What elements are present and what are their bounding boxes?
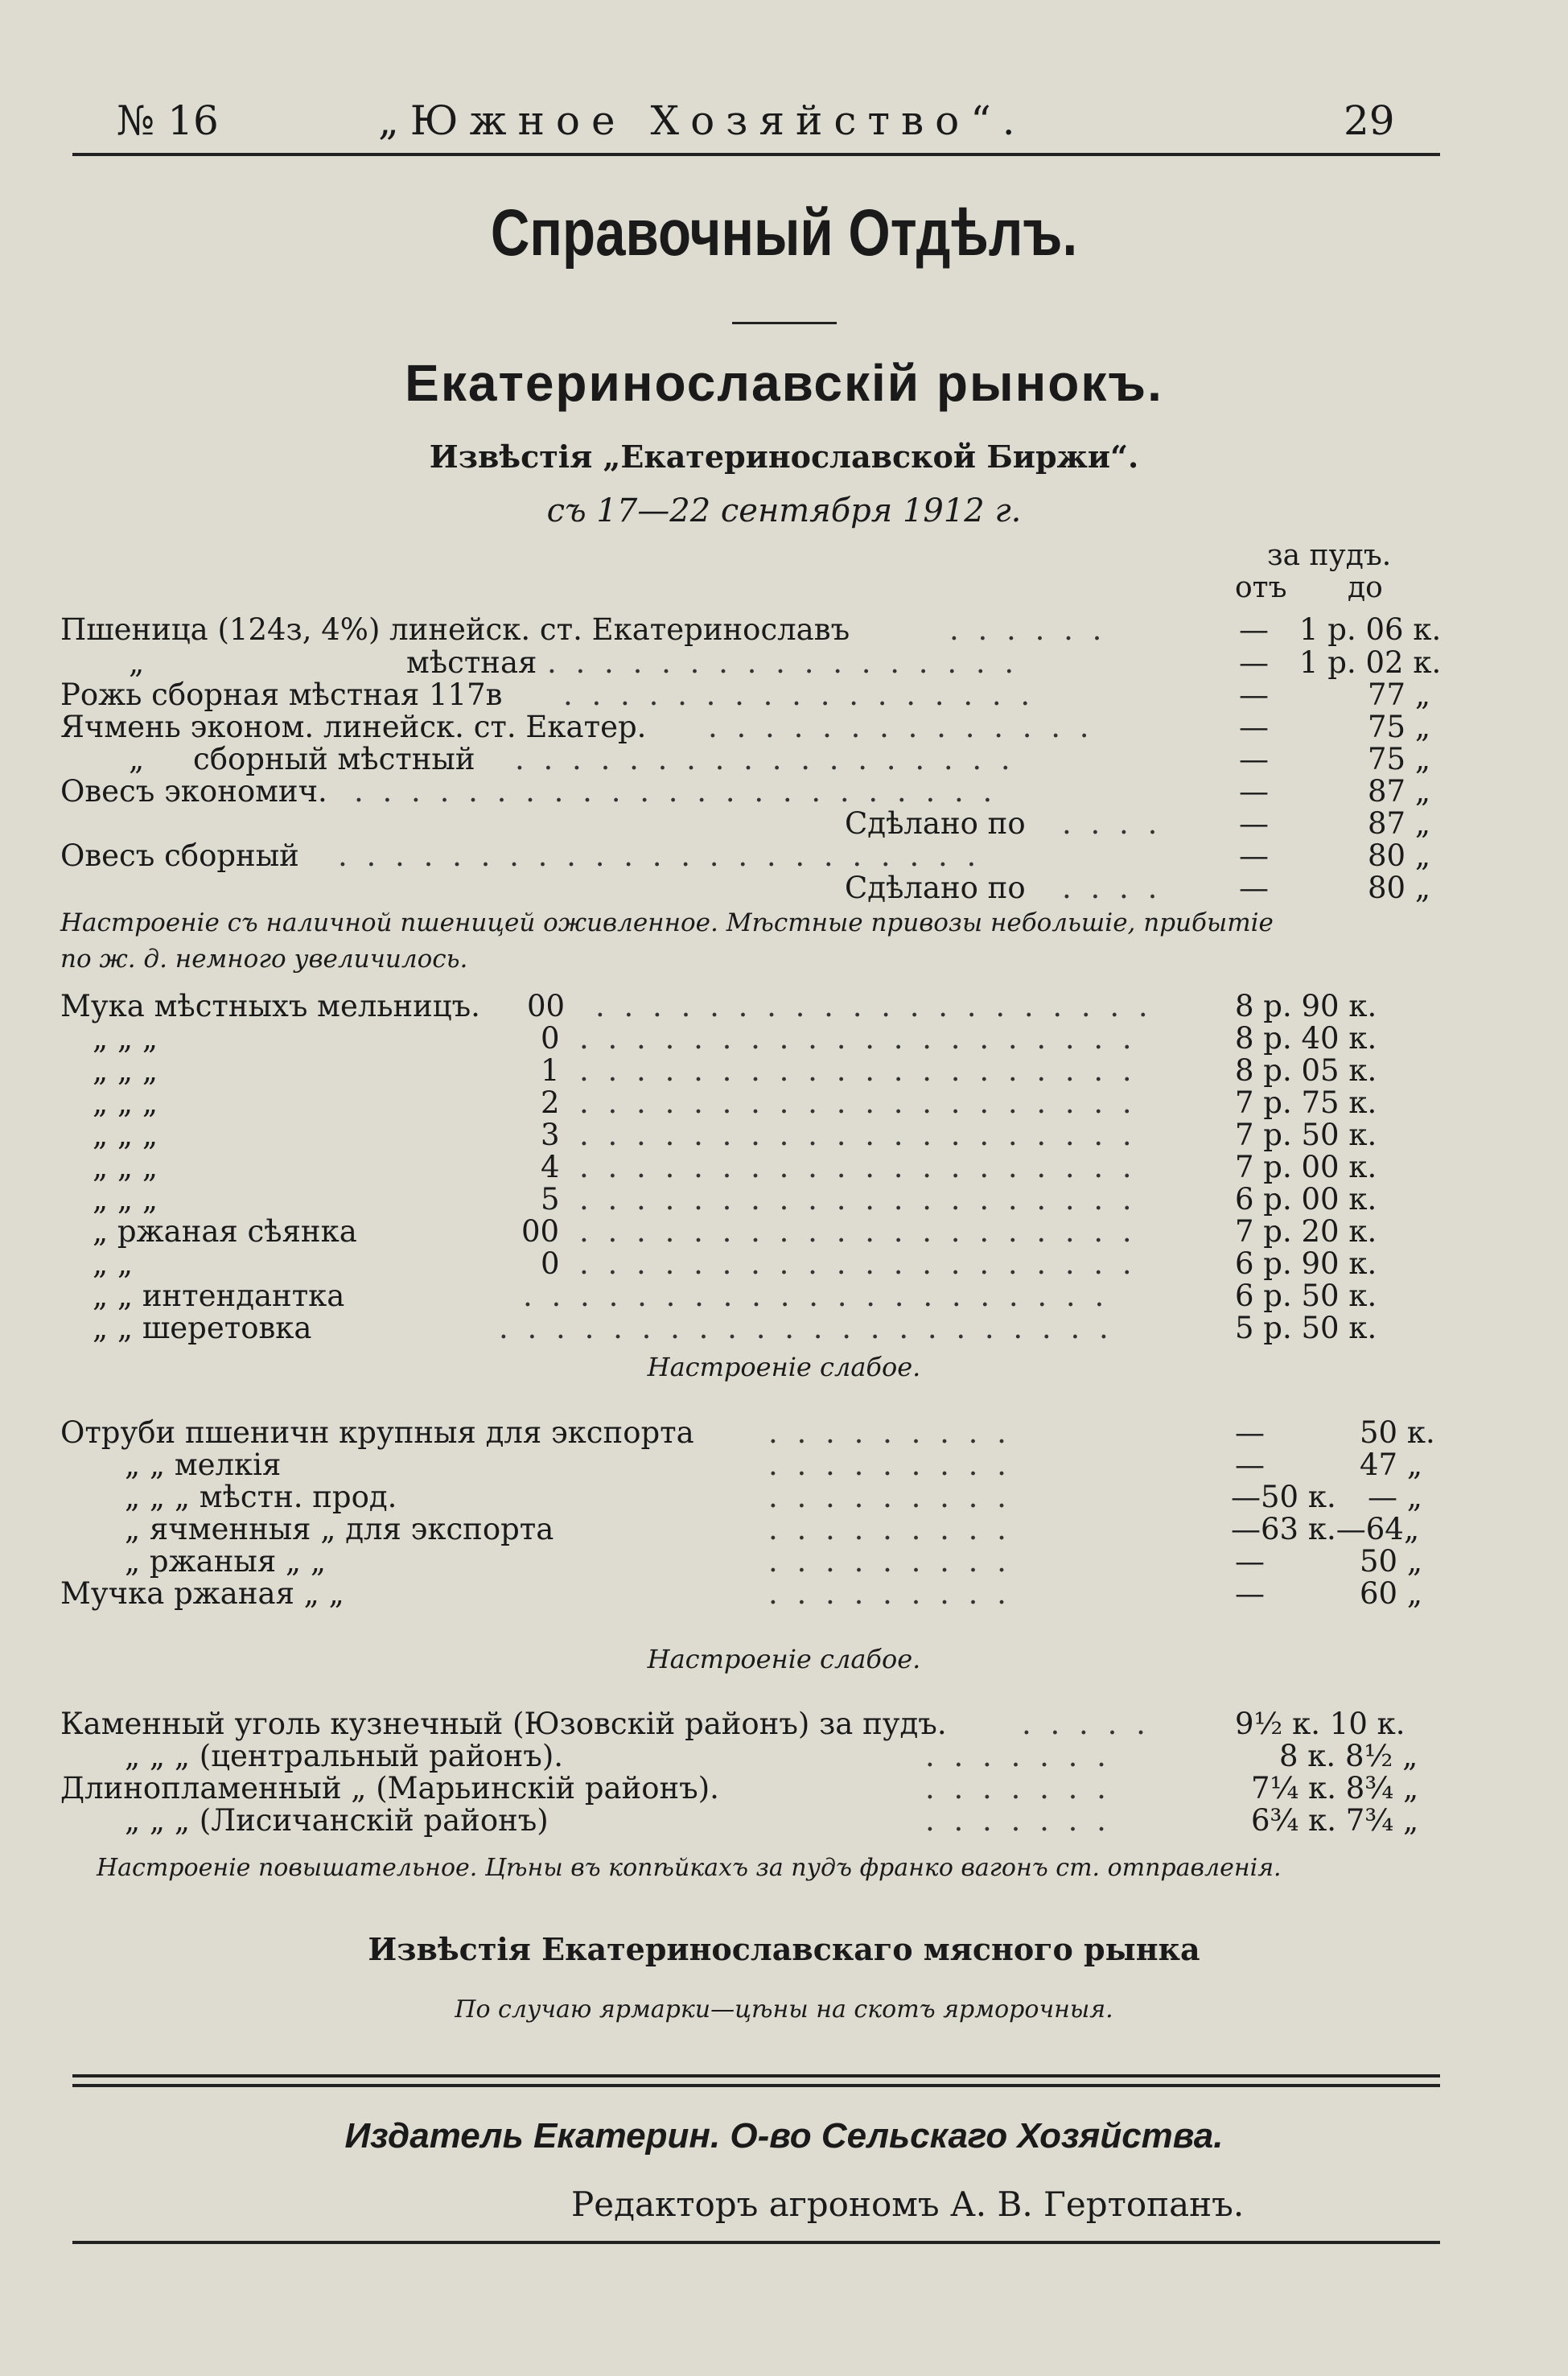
row-label: „ „ интендантка bbox=[93, 1279, 345, 1313]
price: 7 р. 00 к. bbox=[1235, 1150, 1377, 1184]
row-label: Сдѣлано по bbox=[845, 871, 1026, 905]
price-from: — bbox=[1239, 742, 1269, 776]
market-title: Екатеринославскій рынокъ. bbox=[405, 354, 1163, 412]
table-row: „ „ „ мѣстн. прод. . . . . . . . . . —50 к. — „ bbox=[125, 1480, 1422, 1514]
row-label: „ ячменныя „ для экспорта bbox=[125, 1512, 554, 1546]
row-label: Каменный уголь кузнечный (Юзовскій районъ) за пудъ. bbox=[60, 1707, 947, 1741]
journal-title: „Южное Хозяйство“. bbox=[378, 97, 1027, 144]
price: 8 р. 40 к. bbox=[1235, 1021, 1377, 1056]
price: 6 р. 00 к. bbox=[1235, 1182, 1377, 1217]
col-header-from: отъ bbox=[1235, 571, 1287, 604]
table-row: „ „ „ 2 . . . . . . . . . . . . . . . . . . . . 7 р. 75 к. bbox=[93, 1085, 1377, 1120]
price: 7 р. 75 к. bbox=[1235, 1085, 1377, 1120]
price-from: —63 к.—64 bbox=[1231, 1512, 1404, 1546]
table-row: Отруби пшеничн крупныя для экспорта . . . . . . . . . — 50 к. bbox=[60, 1415, 1435, 1450]
grade: 00 bbox=[527, 989, 566, 1023]
grade: 0 bbox=[541, 1246, 560, 1281]
row-label: Сдѣлано по bbox=[845, 806, 1026, 841]
price-to: 75 „ bbox=[1368, 742, 1431, 776]
table-row: „ „ „ (центральный районъ). . . . . . . . 8 к. 8½ „ bbox=[125, 1739, 1418, 1773]
row-label: Пшеница (124з, 4%) линейск. ст. Екатеринославъ bbox=[60, 612, 850, 647]
price-from: —50 к. bbox=[1231, 1480, 1336, 1514]
price: 8 р. 90 к. bbox=[1235, 989, 1377, 1023]
table-row: Ячмень эконом. линейск. ст. Екатер. . . . . . . . . . . . . . . — 75 „ bbox=[60, 710, 1431, 744]
row-label: „ ржаныя „ „ bbox=[125, 1544, 327, 1579]
grade: 0 bbox=[541, 1021, 560, 1056]
price-from: — bbox=[1239, 677, 1269, 712]
table-row: „ ячменныя „ для экспорта . . . . . . . . . —63 к.—64 „ bbox=[125, 1512, 1420, 1546]
table-row: „ „ „ 0 . . . . . . . . . . . . . . . . . . . . 8 р. 40 к. bbox=[93, 1021, 1377, 1056]
table-row: „ сборный мѣстный . . . . . . . . . . . . . . . . . . — 75 „ bbox=[129, 742, 1431, 776]
row-label: „ „ „ мѣстн. прод. bbox=[125, 1480, 397, 1514]
table-row: Сдѣлано по . . . . — 80 „ bbox=[845, 871, 1431, 905]
table-row: „ „ интендантка . . . . . . . . . . . . . . . . . . . . . 6 р. 50 к. bbox=[93, 1279, 1377, 1313]
row-label: „ „ „ bbox=[93, 1053, 158, 1088]
table-row: „ мѣстная . . . . . . . . . . . . . . . . . — 1 р. 02 к. bbox=[129, 645, 1442, 680]
price-from: — bbox=[1235, 1576, 1265, 1611]
market-note-cont: по ж. д. немного увеличилось. bbox=[60, 945, 468, 974]
table-row: „ „ мелкія . . . . . . . . . — 47 „ bbox=[125, 1447, 1423, 1482]
price-from: — bbox=[1239, 710, 1269, 744]
market-note: Настроеніе съ наличной пшеницей оживленное. Мѣстные привозы небольшіе, прибытіе bbox=[60, 908, 1274, 937]
row-label: „ „ „ (Лисичанскій районъ) bbox=[125, 1803, 549, 1838]
table-row: Рожь сборная мѣстная 117в . . . . . . . . . . . . . . . . . — 77 „ bbox=[60, 677, 1431, 712]
price-from: — bbox=[1239, 774, 1269, 809]
table-row: „ „ шеретовка . . . . . . . . . . . . . . . . . . . . . . 5 р. 50 к. bbox=[93, 1311, 1377, 1345]
table-row: Овесъ сборный . . . . . . . . . . . . . . . . . . . . . . . — 80 „ bbox=[60, 838, 1431, 873]
header-rule bbox=[72, 153, 1440, 156]
price: 7¼ к. 8¾ „ bbox=[1251, 1771, 1419, 1806]
row-label: „ „ мелкія bbox=[125, 1447, 282, 1482]
price: 5 р. 50 к. bbox=[1235, 1311, 1377, 1345]
price-to: 50 „ bbox=[1360, 1544, 1423, 1579]
price-from: — bbox=[1235, 1544, 1265, 1579]
price: 6 р. 90 к. bbox=[1235, 1246, 1377, 1281]
row-label: „ „ шеретовка bbox=[93, 1311, 312, 1345]
price-to: 47 „ bbox=[1360, 1447, 1423, 1482]
grade: 4 bbox=[541, 1150, 560, 1184]
row-label: Мука мѣстныхъ мельницъ. bbox=[60, 989, 480, 1023]
publisher: Издатель Екатерин. О-во Сельскаго Хозяйства. bbox=[344, 2116, 1224, 2156]
row-label: Овесъ сборный bbox=[60, 838, 299, 873]
price-to: „ bbox=[1404, 1512, 1420, 1546]
price-to: 60 „ bbox=[1360, 1576, 1423, 1611]
footer-rule-2 bbox=[72, 2084, 1440, 2087]
footer-rule-1 bbox=[72, 2074, 1440, 2077]
price-to: 77 „ bbox=[1368, 677, 1431, 712]
price-to: 80 „ bbox=[1368, 838, 1431, 873]
table-row: „ „ „ (Лисичанскій районъ) . . . . . . . 6¾ к. 7¾ „ bbox=[125, 1803, 1419, 1838]
col-header-to: до bbox=[1348, 571, 1383, 604]
meat-title: Извѣстія Екатеринославскаго мясного рынка bbox=[368, 1931, 1200, 1967]
grade: 5 bbox=[541, 1182, 560, 1217]
source-line: Извѣстія „Екатеринославской Биржи“. bbox=[429, 439, 1139, 475]
col-header-unit: за пудъ. bbox=[1267, 539, 1392, 572]
title-divider bbox=[732, 322, 837, 324]
row-label: „ „ „ bbox=[93, 1150, 158, 1184]
coal-note: Настроеніе повышательное. Цѣны въ копѣйкахъ за пудъ франко вагонъ ст. отправленія. bbox=[97, 1854, 1282, 1882]
table-row: „ ржаныя „ „ . . . . . . . . . — 50 „ bbox=[125, 1544, 1423, 1579]
mood-flour: Настроеніе слабое. bbox=[647, 1352, 921, 1382]
row-label: Отруби пшеничн крупныя для экспорта bbox=[60, 1415, 694, 1450]
row-label: Овесъ экономич. bbox=[60, 774, 327, 809]
table-row: Пшеница (124з, 4%) линейск. ст. Екатеринославъ . . . . . . — 1 р. 06 к. bbox=[60, 612, 1442, 647]
page-number: 29 bbox=[1344, 97, 1395, 144]
row-label: „ „ „ bbox=[93, 1085, 158, 1120]
grade: 1 bbox=[541, 1053, 560, 1088]
price-from: — bbox=[1235, 1447, 1265, 1482]
price: 6 р. 50 к. bbox=[1235, 1279, 1377, 1313]
table-row: Мука мѣстныхъ мельницъ. 00 . . . . . . . . . . . . . . . . . . . . 8 р. 90 к. bbox=[60, 989, 1377, 1023]
table-row: „ „ „ 5 . . . . . . . . . . . . . . . . . . . . 6 р. 00 к. bbox=[93, 1182, 1377, 1217]
row-label: „ „ „ bbox=[93, 1118, 158, 1152]
price-from: — bbox=[1239, 838, 1269, 873]
row-label: Ячмень эконом. линейск. ст. Екатер. bbox=[60, 710, 647, 744]
footer-rule-3 bbox=[72, 2241, 1440, 2244]
price-from: — bbox=[1235, 1415, 1265, 1450]
row-label: „ „ bbox=[93, 1246, 134, 1281]
row-label: „ „ „ bbox=[93, 1182, 158, 1217]
price-to: 87 „ bbox=[1368, 774, 1431, 809]
grade: 2 bbox=[541, 1085, 560, 1120]
row-label: „ „ „ (центральный районъ). bbox=[125, 1739, 564, 1773]
price: 7 р. 50 к. bbox=[1235, 1118, 1377, 1152]
row-label: „ „ „ bbox=[93, 1021, 158, 1056]
row-label: Мучка ржаная „ „ bbox=[60, 1576, 344, 1611]
price: 8 р. 05 к. bbox=[1235, 1053, 1377, 1088]
date-range: съ 17—22 сентября 1912 г. bbox=[546, 492, 1022, 529]
price: 7 р. 20 к. bbox=[1235, 1214, 1377, 1249]
row-label: Рожь сборная мѣстная 117в bbox=[60, 677, 503, 712]
issue-number: № 16 bbox=[117, 97, 219, 144]
price: 9½ к. 10 к. bbox=[1235, 1707, 1405, 1741]
grade: 3 bbox=[541, 1118, 560, 1152]
section-title: Справочный Отдѣлъ. bbox=[490, 196, 1078, 270]
price: 6¾ к. 7¾ „ bbox=[1251, 1803, 1419, 1838]
price-to: — „ bbox=[1368, 1480, 1422, 1514]
price-from: — bbox=[1239, 645, 1269, 680]
price-to: 1 р. 06 к. bbox=[1299, 612, 1442, 647]
table-row: Мучка ржаная „ „ . . . . . . . . . — 60 „ bbox=[60, 1576, 1423, 1611]
table-row: Длинопламенный „ (Марьинскій районъ). . . . . . . . 7¼ к. 8¾ „ bbox=[60, 1771, 1419, 1806]
grade: 00 bbox=[521, 1214, 560, 1249]
price-to: 87 „ bbox=[1368, 806, 1431, 841]
price-to: 1 р. 02 к. bbox=[1299, 645, 1442, 680]
table-row: „ ржаная сѣянка 00 . . . . . . . . . . . . . . . . . . . . 7 р. 20 к. bbox=[93, 1214, 1377, 1249]
table-row: Каменный уголь кузнечный (Юзовскій районъ) за пудъ. . . . . . 9½ к. 10 к. bbox=[60, 1707, 1405, 1741]
price-to: 75 „ bbox=[1368, 710, 1431, 744]
price: 8 к. 8½ „ bbox=[1279, 1739, 1418, 1773]
table-row: Овесъ экономич. . . . . . . . . . . . . . . . . . . . . . . . — 87 „ bbox=[60, 774, 1431, 809]
editor: Редакторъ агрономъ А. В. Гертопанъ. bbox=[571, 2185, 1245, 2224]
price-to: 80 „ bbox=[1368, 871, 1431, 905]
table-row: „ „ 0 . . . . . . . . . . . . . . . . . . . . 6 р. 90 к. bbox=[93, 1246, 1377, 1281]
meat-note: По случаю ярмарки—цѣны на скотъ ярморочныя. bbox=[455, 1995, 1113, 2024]
table-row: „ „ „ 3 . . . . . . . . . . . . . . . . . . . . 7 р. 50 к. bbox=[93, 1118, 1377, 1152]
row-label: Длинопламенный „ (Марьинскій районъ). bbox=[60, 1771, 719, 1806]
table-row: „ „ „ 1 . . . . . . . . . . . . . . . . . . . . 8 р. 05 к. bbox=[93, 1053, 1377, 1088]
row-label: „ ржаная сѣянка bbox=[93, 1214, 357, 1249]
table-row: Сдѣлано по . . . . — 87 „ bbox=[845, 806, 1431, 841]
price-from: — bbox=[1239, 871, 1269, 905]
price-from: — bbox=[1239, 612, 1269, 647]
mood-bran: Настроеніе слабое. bbox=[647, 1644, 921, 1674]
table-row: „ „ „ 4 . . . . . . . . . . . . . . . . . . . . 7 р. 00 к. bbox=[93, 1150, 1377, 1184]
price-to: 50 к. bbox=[1360, 1415, 1435, 1450]
price-from: — bbox=[1239, 806, 1269, 841]
